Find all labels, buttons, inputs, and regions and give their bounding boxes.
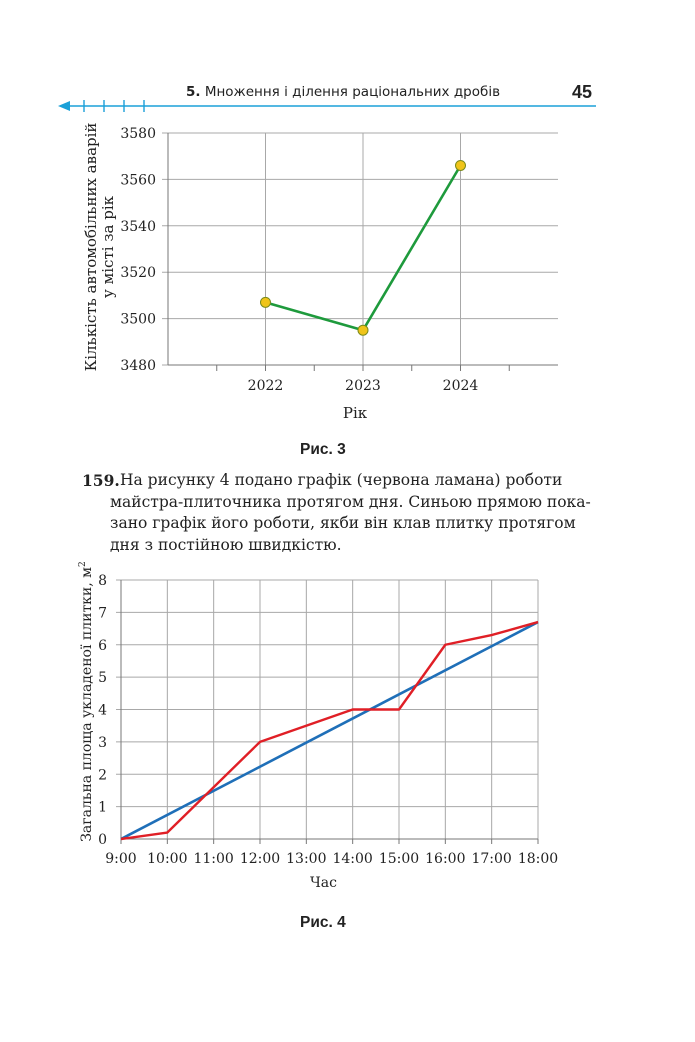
x-tick-label: 2024 bbox=[442, 378, 479, 394]
x-tick-label: 12:00 bbox=[239, 851, 281, 867]
x-tick-label: 2023 bbox=[345, 378, 381, 394]
x-axis-label: Рік bbox=[342, 404, 368, 422]
problem-line: зано графік його роботи, якби він клав плитку протягом bbox=[110, 514, 576, 532]
x-tick-label: 2022 bbox=[247, 378, 284, 394]
problem-159 bbox=[82, 470, 596, 556]
figure4-caption: Рис. 4 bbox=[300, 914, 346, 931]
x-axis-label: Час bbox=[309, 875, 338, 891]
problem-number: 159. bbox=[82, 471, 120, 490]
figure3-caption: Рис. 3 bbox=[300, 441, 346, 458]
x-tick-label: 18:00 bbox=[517, 851, 559, 867]
y-axis-label-superscript: 2 bbox=[78, 561, 88, 567]
x-tick-label: 10:00 bbox=[147, 851, 188, 867]
y-tick-label: 1 bbox=[98, 799, 107, 816]
problem-line: На рисунку 4 подано графік (червона ламана) роботи bbox=[120, 471, 563, 489]
problem-line: дня з постійною швидкістю. bbox=[110, 535, 342, 554]
data-point bbox=[456, 160, 466, 170]
chart-accidents bbox=[0, 110, 695, 440]
y-tick-label: 3 bbox=[98, 734, 107, 751]
x-tick-label: 9:00 bbox=[105, 851, 137, 867]
y-tick-label: 3560 bbox=[120, 172, 156, 189]
x-tick-label: 15:00 bbox=[378, 851, 420, 867]
x-tick-label: 13:00 bbox=[286, 851, 327, 867]
x-tick-label: 11:00 bbox=[193, 851, 234, 867]
y-tick-label: 3520 bbox=[120, 265, 156, 282]
section-title: Множення і ділення раціональних дробів bbox=[204, 84, 501, 100]
y-tick-label: 3540 bbox=[120, 218, 156, 235]
y-tick-label: 6 bbox=[98, 637, 107, 654]
x-tick-label: 17:00 bbox=[471, 851, 512, 867]
x-tick-label: 14:00 bbox=[332, 851, 373, 867]
y-tick-label: 3480 bbox=[120, 358, 156, 374]
y-tick-label: 7 bbox=[98, 605, 107, 622]
problem-line: майстра-плиточника протягом дня. Синьою прямою пока- bbox=[110, 492, 591, 511]
y-tick-label: 8 bbox=[98, 573, 107, 589]
y-tick-label: 3500 bbox=[120, 311, 156, 328]
data-point bbox=[261, 297, 271, 307]
page-number: 45 bbox=[572, 82, 593, 102]
y-tick-label: 5 bbox=[98, 670, 107, 687]
y-axis-label: Загальна площа укладеної плитки, $м^2$ bbox=[78, 561, 95, 842]
y-axis-label: у місті за рік bbox=[99, 196, 117, 298]
data-point bbox=[358, 325, 368, 335]
y-tick-label: 0 bbox=[98, 832, 107, 848]
y-tick-label: 4 bbox=[98, 702, 107, 719]
chart-tiling bbox=[0, 560, 695, 900]
y-axis-label: Кількість автомобільних аварій bbox=[82, 122, 100, 372]
x-tick-label: 16:00 bbox=[425, 851, 466, 867]
section-number: 5. bbox=[186, 84, 201, 100]
y-tick-label: 3580 bbox=[120, 126, 156, 142]
y-tick-label: 2 bbox=[98, 767, 107, 784]
